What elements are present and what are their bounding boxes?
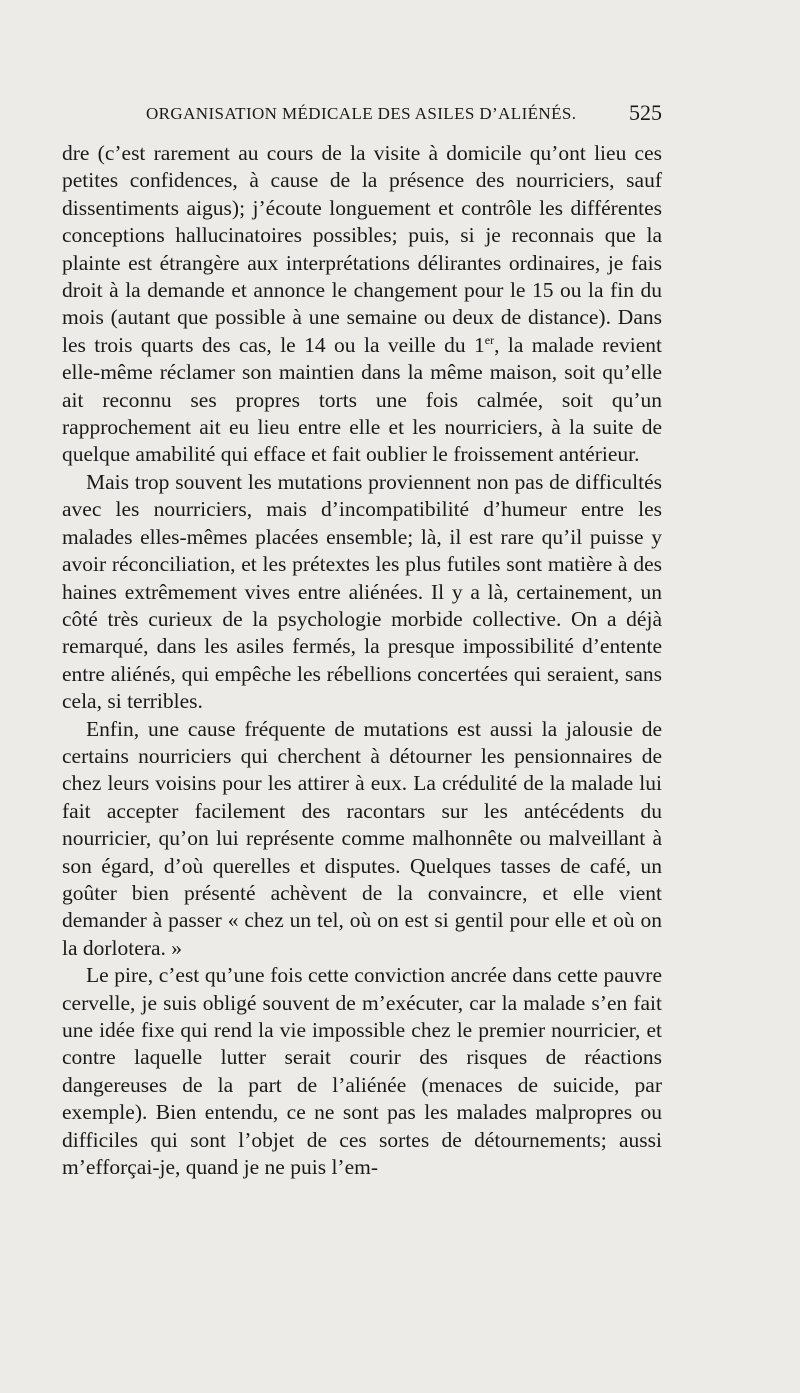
paragraph-2: Mais trop souvent les mutations proviennent non pas de difficultés avec les nourriciers, mais d’incompatibilité d’humeur entre les malades elles-mêmes placées ensemble; là, il est rare qu’il puisse y avoir réconciliation, et les prétextes les plus futiles sont matière à des haines extrêmement vives entre aliénées. Il y a là, certainement, un côté très curieux de la psychologie morbide collective. On a déjà remarqué, dans les asiles fermés, la presque impossibilité d’entente entre aliénés, qui empêche les rébellions concertées qui seraient, sans cela, si terribles.: [62, 469, 662, 714]
page-header: [62, 100, 662, 130]
superscript-er: er: [484, 332, 495, 347]
page-number: 525: [629, 100, 662, 125]
paragraph-4: Le pire, c’est qu’une fois cette conviction ancrée dans cette pauvre cervelle, je suis obligé souvent de m’exécuter, car la malade s’en fait une idée fixe qui rend la vie impossible chez le premier nourricier, et contre laquelle lutter serait courir des risques de réactions dangereuses de la part de l’aliénée (menaces de suicide, par exemple). Bien entendu, ce ne sont pas les malades malpropres ou difficiles qui sont l’objet de ces sortes de détournements; aussi m’efforçai-je, quand je ne puis l’em-: [62, 963, 662, 1180]
paragraph-3: Enfin, une cause fréquente de mutations est aussi la jalousie de certains nourriciers qui cherchent à détourner les pensionnaires de chez leurs voisins pour les attirer à eux. La crédulité de la malade lui fait accepter facilement des racontars sur les antécédents du nourricier, qu’on lui représente comme malhonnête ou malveillant à son égard, d’où querelles et disputes. Quelques tasses de café, un goûter bien présenté achèvent de la convaincre, et elle vient demander à passer « chez un tel, où on est si gentil pour elle et où on la dorlotera. »: [62, 716, 662, 960]
body-text: [62, 140, 662, 1181]
running-title: ORGANISATION MÉDICALE DES ASILES D’ALIÉNÉS.: [146, 104, 577, 123]
paragraph-1: [62, 140, 662, 469]
paragraph-1-text-a: dre (c’est rarement au cours de la visite à domicile qu’ont lieu ces petites confidences, à cause de la présence des nourriciers, sauf dissentiments aigus); j’écoute longuement et contrôle les différentes conceptions hallucinatoires possibles; puis, si je reconnais que la plainte est étrangère aux interprétations délirantes ordinaires, je fais droit à la demande et annonce le changement pour le 15 ou la fin du mois (autant que possible à une semaine ou deux de distance). Dans les trois quarts des cas, le 14 ou la veille du 1: [62, 141, 662, 357]
paragraph-1-text-b: , la malade revient elle-même réclamer son maintien dans la même maison, soit qu’elle ait reconnu ses propres torts une fois calmée, soit qu’un rapprochement ait eu lieu entre elle et les nourriciers, à la suite de quelque amabilité qui efface et fait oublier le froissement antérieur.: [62, 332, 662, 467]
